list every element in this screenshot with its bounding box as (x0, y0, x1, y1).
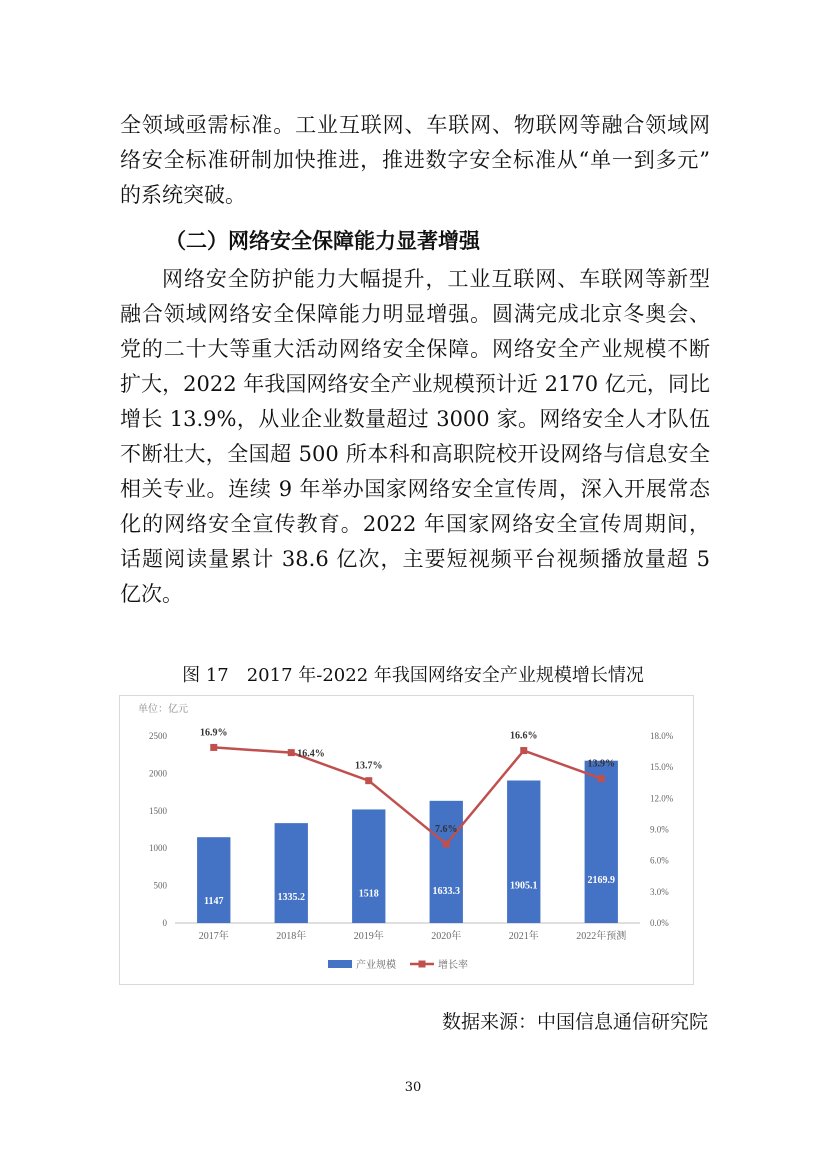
y-left-tick-label: 2500 (149, 731, 167, 741)
growth-rate-point (520, 747, 527, 754)
y-left-tick-label: 2000 (149, 768, 167, 779)
paragraph-line: 络安全标准研制加快推进，推进数字安全标准从“单一到多元” (120, 148, 710, 172)
y-left-tick-label: 0 (162, 918, 167, 928)
growth-rate-point (598, 775, 605, 782)
growth-rate-label: 16.6% (510, 730, 538, 742)
page-number: 30 (404, 1080, 422, 1095)
bar (430, 801, 463, 923)
x-tick-label: 2018年 (276, 931, 307, 942)
legend-line-marker (419, 961, 426, 968)
y-right-tick-label: 9.0% (650, 824, 669, 835)
x-tick-label: 2017年 (198, 931, 229, 942)
growth-rate-point (365, 777, 372, 784)
growth-rate-point (443, 841, 450, 848)
bar-value-label: 1518 (358, 888, 379, 900)
bar (352, 809, 385, 923)
bar-value-label: 1633.3 (432, 886, 460, 898)
growth-rate-point (210, 744, 217, 751)
bar (507, 780, 540, 923)
y-left-tick-label: 500 (153, 880, 167, 891)
bar (585, 758, 618, 923)
bar-value-label: 1335.2 (277, 892, 305, 904)
bar (275, 823, 308, 923)
paragraph-line: 亿次。 (120, 582, 183, 606)
growth-rate-point (288, 749, 295, 756)
bar-value-label: 1905.1 (510, 880, 538, 892)
paragraph-line: 不断壮大，全国超 500 所本科和高职院校开设网络与信息安全 (120, 442, 710, 466)
growth-rate-label: 7.6% (435, 824, 458, 836)
y-right-tick-label: 15.0% (650, 762, 674, 773)
paragraph-line: 的系统突破。 (120, 183, 246, 207)
bar (197, 837, 230, 923)
combo-chart (120, 696, 693, 984)
growth-rate-label: 13.9% (587, 758, 615, 770)
paragraph-line: 话题阅读量累计 38.6 亿次，主要短视频平台视频播放量超 5 (120, 547, 710, 571)
x-tick-label: 2021年 (508, 931, 539, 942)
paragraph-continued (120, 108, 710, 213)
growth-rate-line (214, 747, 602, 844)
growth-rate-label: 16.4% (297, 748, 325, 760)
unit-label: 单位：亿元 (138, 704, 188, 715)
x-tick-label: 2020年 (431, 931, 462, 942)
bar-value-label: 1147 (204, 895, 224, 907)
paragraph-line: 扩大，2022 年我国网络安全产业规模预计近 2170 亿元，同比 (120, 372, 710, 396)
data-source: 数据来源：中国信息通信研究院 (441, 1011, 708, 1033)
paragraph-line: 增长 13.9%，从业企业数量超过 3000 家。网络安全人才队伍 (120, 407, 710, 431)
legend-bar-swatch (328, 960, 352, 968)
paragraph-line: 党的二十大等重大活动网络安全保障。网络安全产业规模不断 (120, 337, 710, 361)
legend-label: 增长率 (438, 960, 468, 971)
legend-label: 产业规模 (356, 960, 396, 971)
paragraph-line: 融合领域网络安全保障能力明显增强。圆满完成北京冬奥会、 (120, 302, 710, 326)
y-right-tick-label: 18.0% (650, 731, 674, 741)
bar-value-label: 2169.9 (587, 875, 615, 887)
paragraph-body (120, 262, 710, 612)
growth-rate-label: 16.9% (200, 727, 228, 739)
paragraph-line: 化的网络安全宣传教育。2022 年国家网络安全宣传周期间， (120, 512, 710, 536)
y-right-tick-label: 12.0% (650, 793, 674, 804)
y-left-tick-label: 1500 (149, 805, 167, 816)
y-left-tick-label: 1000 (149, 843, 167, 854)
y-right-tick-label: 6.0% (650, 855, 669, 866)
y-right-tick-label: 0.0% (650, 918, 669, 928)
section-heading: （二）网络安全保障能力显著增强 (165, 229, 480, 253)
y-right-tick-label: 3.0% (650, 886, 669, 897)
paragraph-line: 全领域亟需标准。工业互联网、车联网、物联网等融合领域网 (120, 113, 710, 137)
x-tick-label: 2022年预测 (576, 931, 627, 942)
growth-rate-label: 13.7% (355, 760, 383, 772)
paragraph-line: 相关专业。连续 9 年举办国家网络安全宣传周，深入开展常态 (120, 477, 710, 501)
figure-caption: 图 17 2017 年-2022 年我国网络安全产业规模增长情况 (182, 665, 644, 686)
paragraph-line: 网络安全防护能力大幅提升，工业互联网、车联网等新型 (162, 267, 710, 291)
x-tick-label: 2019年 (353, 931, 384, 942)
chart-container (119, 695, 694, 985)
